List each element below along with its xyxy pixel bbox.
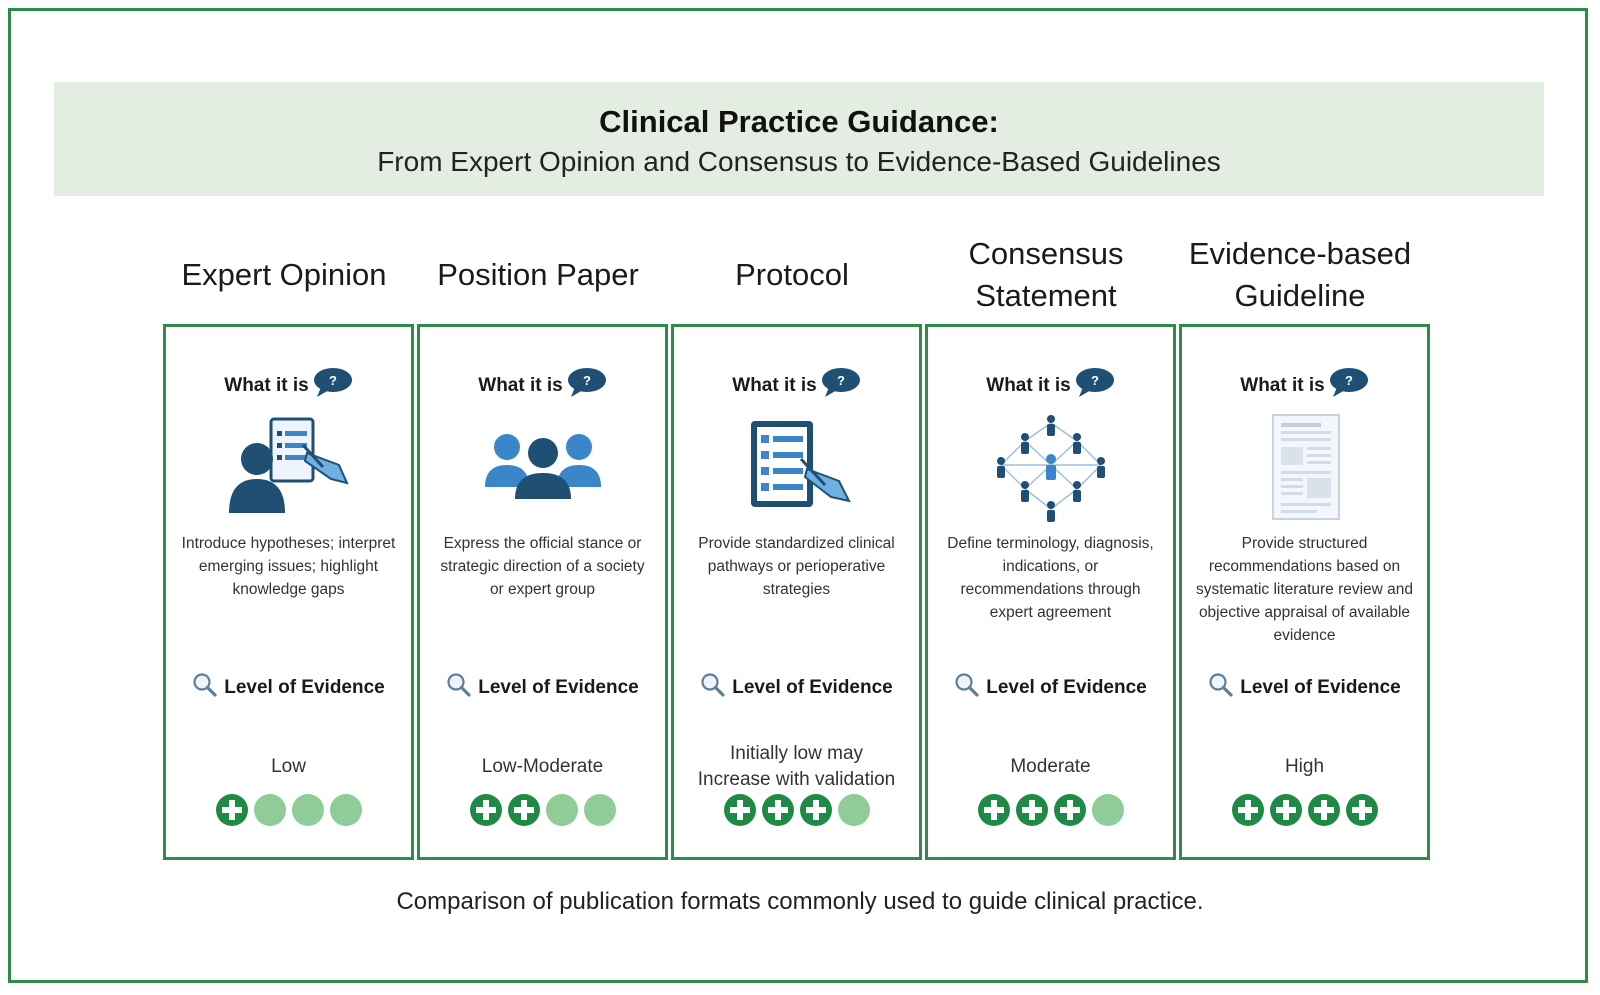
level-of-evidence-row <box>674 672 919 703</box>
level-of-evidence-row <box>928 672 1173 703</box>
what-it-is-label: What it is <box>224 375 309 396</box>
magnifier-icon <box>700 672 726 703</box>
evidence-level-text: High <box>1284 756 1325 777</box>
what-it-is-label: What it is <box>986 375 1071 396</box>
level-of-evidence-label: Level of Evidence <box>1240 676 1401 698</box>
evidence-filled-plus-icon <box>1053 793 1087 827</box>
evidence-filled-plus-icon <box>215 793 249 827</box>
card-description: Provide structured recommendations based on systematic literature review and objective appraisal of available evidence <box>1195 535 1414 644</box>
card-description: Introduce hypotheses; interpret emerging issues; highlight knowledge gaps <box>181 535 396 598</box>
evidence-filled-plus-icon <box>1015 793 1049 827</box>
what-it-is-row <box>420 367 665 402</box>
magnifier-icon <box>446 672 472 703</box>
network-people-icon <box>981 413 1121 525</box>
evidence-rating <box>166 793 411 827</box>
question-bubble-icon <box>313 367 353 402</box>
evidence-filled-plus-icon <box>1345 793 1379 827</box>
what-it-is-row <box>166 367 411 402</box>
svg-text:?: ? <box>836 373 845 388</box>
what-it-is-label: What it is <box>732 375 817 396</box>
evidence-filled-plus-icon <box>1269 793 1303 827</box>
header-band <box>54 82 1544 196</box>
evidence-filled-plus-icon <box>723 793 757 827</box>
evidence-empty-circle-icon <box>583 793 617 827</box>
evidence-filled-plus-icon <box>977 793 1011 827</box>
question-bubble-icon <box>821 367 861 402</box>
evidence-rating <box>674 793 919 827</box>
format-card <box>163 324 414 860</box>
level-of-evidence-label: Level of Evidence <box>986 676 1147 698</box>
evidence-level-text: Low <box>271 756 306 777</box>
page-title: Clinical Practice Guidance: <box>599 104 999 139</box>
evidence-level-text: Initially low may Increase with validation <box>697 743 896 790</box>
evidence-filled-plus-icon <box>1231 793 1265 827</box>
column-title: Consensus Statement <box>968 236 1124 313</box>
evidence-rating <box>420 793 665 827</box>
evidence-filled-plus-icon <box>469 793 503 827</box>
column-title: Position Paper <box>437 257 639 292</box>
figure-caption: Comparison of publication formats commonly used to guide clinical practice. <box>396 888 1204 915</box>
svg-text:?: ? <box>582 373 591 388</box>
format-card <box>417 324 668 860</box>
question-bubble-icon <box>567 367 607 402</box>
what-it-is-label: What it is <box>478 375 563 396</box>
column-title: Protocol <box>735 257 849 292</box>
level-of-evidence-row <box>420 672 665 703</box>
magnifier-icon <box>192 672 218 703</box>
svg-text:?: ? <box>1344 373 1353 388</box>
level-of-evidence-label: Level of Evidence <box>224 676 385 698</box>
evidence-empty-circle-icon <box>837 793 871 827</box>
evidence-rating <box>1182 793 1427 827</box>
evidence-level-text: Low-Moderate <box>481 756 604 777</box>
evidence-filled-plus-icon <box>507 793 541 827</box>
document-icon <box>1235 413 1375 525</box>
what-it-is-row <box>1182 367 1427 402</box>
evidence-filled-plus-icon <box>799 793 833 827</box>
evidence-level-text: Moderate <box>1010 756 1091 777</box>
level-of-evidence-row <box>166 672 411 703</box>
column-title: Evidence-based Guideline <box>1188 236 1412 313</box>
level-of-evidence-label: Level of Evidence <box>732 676 893 698</box>
evidence-empty-circle-icon <box>545 793 579 827</box>
evidence-empty-circle-icon <box>1091 793 1125 827</box>
what-it-is-row <box>674 367 919 402</box>
page-subtitle: From Expert Opinion and Consensus to Evidence-Based Guidelines <box>377 146 1221 177</box>
format-card <box>1179 324 1430 860</box>
what-it-is-row <box>928 367 1173 402</box>
evidence-empty-circle-icon <box>253 793 287 827</box>
column-title: Expert Opinion <box>181 257 387 292</box>
question-bubble-icon <box>1329 367 1369 402</box>
svg-text:?: ? <box>1090 373 1099 388</box>
evidence-filled-plus-icon <box>1307 793 1341 827</box>
what-it-is-label: What it is <box>1240 375 1325 396</box>
format-card <box>925 324 1176 860</box>
card-description: Express the official stance or strategic direction of a society or expert group <box>440 535 645 598</box>
magnifier-icon <box>954 672 980 703</box>
group-people-icon <box>473 413 613 525</box>
magnifier-icon <box>1208 672 1234 703</box>
evidence-rating <box>928 793 1173 827</box>
svg-text:?: ? <box>328 373 337 388</box>
evidence-empty-circle-icon <box>329 793 363 827</box>
card-description: Define terminology, diagnosis, indications, or recommendations through expert agreement <box>947 535 1154 621</box>
level-of-evidence-label: Level of Evidence <box>478 676 639 698</box>
card-description: Provide standardized clinical pathways or perioperative strategies <box>698 535 895 598</box>
evidence-filled-plus-icon <box>761 793 795 827</box>
format-card <box>671 324 922 860</box>
checklist-icon <box>727 413 867 525</box>
evidence-empty-circle-icon <box>291 793 325 827</box>
level-of-evidence-row <box>1182 672 1427 703</box>
question-bubble-icon <box>1075 367 1115 402</box>
person-writing-icon <box>219 413 359 525</box>
